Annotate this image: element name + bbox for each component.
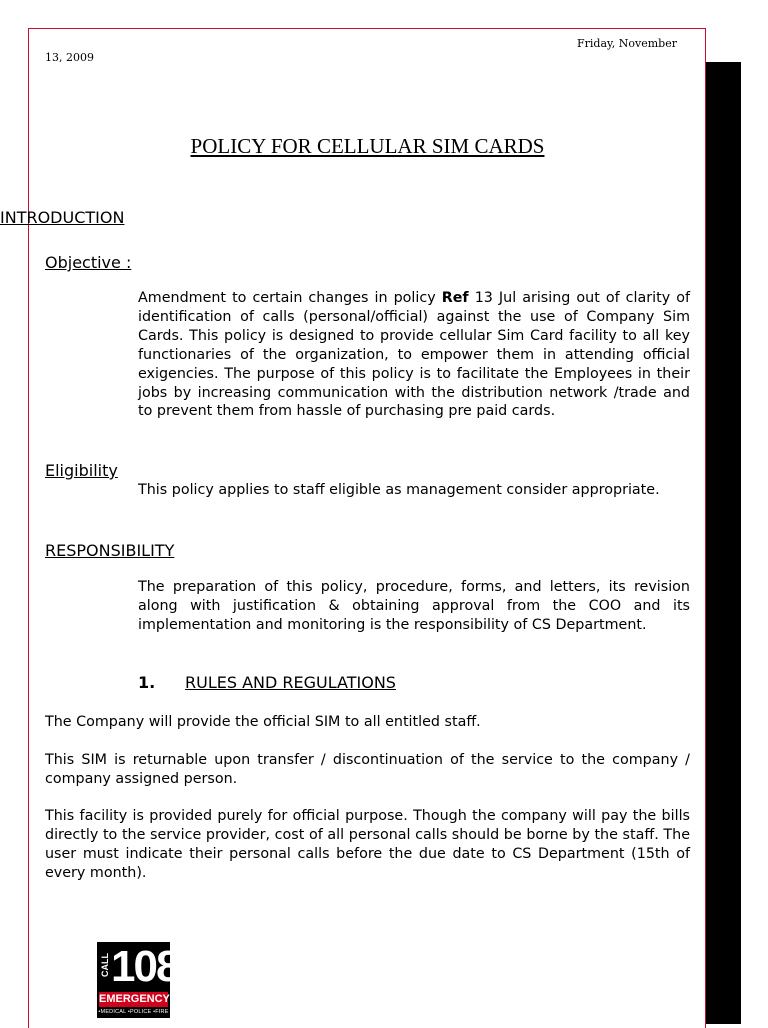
rules-number: 1.: [138, 673, 156, 692]
rules-paragraph-1: The Company will provide the official SIM to all entitled staff.: [45, 714, 481, 730]
objective-heading: Objective :: [45, 253, 132, 272]
emergency-108-logo: [97, 942, 179, 1018]
objective-paragraph: [138, 289, 690, 421]
responsibility-heading: RESPONSIBILITY: [45, 541, 175, 560]
objective-ref: Ref: [441, 290, 469, 306]
logo-number: 108: [111, 942, 179, 991]
logo-calls-text: CALL: [100, 953, 110, 977]
eligibility-paragraph: This policy applies to staff eligible as management consider appropriate.: [138, 482, 660, 498]
objective-text-start: Amendment to certain changes in policy: [138, 290, 442, 306]
page-shadow: [706, 62, 741, 1024]
date-part-1: Friday, November: [577, 37, 677, 50]
logo-emergency-text: EMERGENCY: [99, 993, 170, 1005]
rules-title: RULES AND REGULATIONS: [185, 673, 396, 692]
objective-text-end: 13 Jul arising out of clarity of identification of calls (personal/official) against the use of Company Sim Cards. This policy is designed to provide cellular Sim Card facility to all key functionaries of the organization, to empower them in attending official exigencies. The purpose of this policy is to facilitate the Employees in their jobs by increasing communication with the distribution network /trade and to prevent them from hassle of purchasing pre paid cards.: [138, 290, 690, 420]
introduction-heading: INTRODUCTION: [0, 208, 125, 227]
date-part-2: 13, 2009: [45, 51, 94, 64]
rules-paragraph-3: This facility is provided purely for official purpose. Though the company will pay the bills directly to the service provider, cost of all personal calls should be borne by the staff. The user must indicate their personal calls before the due date to CS Department (15th of every month).: [45, 808, 690, 881]
logo-services-text: •MEDICAL •POLICE •FIRE: [98, 1009, 169, 1015]
eligibility-heading: Eligibility: [45, 461, 118, 480]
document-title: POLICY FOR CELLULAR SIM CARDS: [190, 134, 545, 158]
responsibility-paragraph: The preparation of this policy, procedure, forms, and letters, its revision along with justification & obtaining approval from the COO and its implementation and monitoring is the responsibility of CS Department.: [138, 579, 690, 633]
rules-heading: [138, 673, 396, 692]
rules-paragraph-2: This SIM is returnable upon transfer / discontinuation of the service to the company / company assigned person.: [45, 752, 690, 787]
